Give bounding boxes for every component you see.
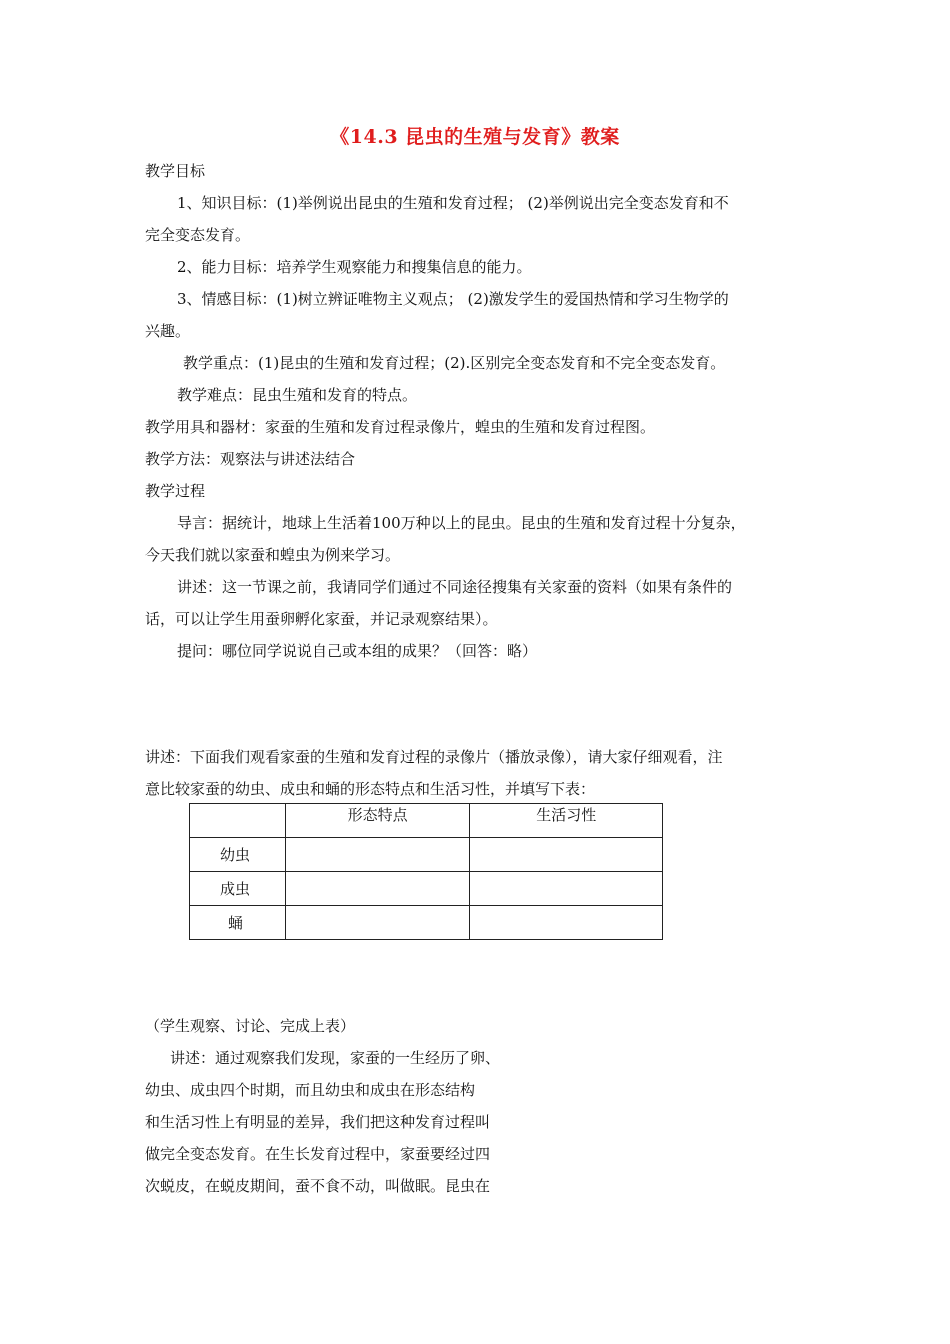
table-cell <box>470 906 663 940</box>
intro-paragraph-cont: 今天我们就以家蚕和蝗虫为例来学习。 <box>145 546 401 564</box>
table-cell <box>285 872 470 906</box>
teaching-method: 教学方法：观察法与讲述法结合 <box>145 450 356 468</box>
table-row-label: 幼虫 <box>190 838 286 872</box>
table-row-label: 蛹 <box>190 906 286 940</box>
table-cell <box>470 838 663 872</box>
table-row-label: 成虫 <box>190 872 286 906</box>
table-row <box>190 838 663 872</box>
table-header-row <box>190 804 663 838</box>
narration-3-line-5: 次蜕皮，在蜕皮期间，蚕不食不动，叫做眠。昆虫在 <box>145 1177 491 1195</box>
table-cell <box>470 872 663 906</box>
table-cell <box>285 838 470 872</box>
observe-note: （学生观察、讨论、完成上表） <box>145 1017 356 1035</box>
table-header-cell <box>190 804 286 838</box>
narration-2: 讲述：下面我们观看家蚕的生殖和发育过程的录像片（播放录像），请大家仔细观看，注 <box>145 748 723 766</box>
narration-1: 讲述：这一节课之前，我请同学们通过不同途径搜集有关家蚕的资料（如果有条件的 <box>177 578 733 596</box>
table-row <box>190 872 663 906</box>
narration-3-line-2: 幼虫、成虫四个时期，而且幼虫和成虫在形态结构 <box>145 1081 476 1099</box>
teaching-tools: 教学用具和器材：家蚕的生殖和发育过程录像片，蝗虫的生殖和发育过程图。 <box>145 418 656 436</box>
table-row <box>190 906 663 940</box>
document-title: 《14.3 昆虫的生殖与发育》教案 <box>330 126 620 148</box>
goal-ability: 2、能力目标：培养学生观察能力和搜集信息的能力。 <box>177 258 532 276</box>
goal-emotion: 3、情感目标：(1)树立辨证唯物主义观点； (2)激发学生的爱国热情和学习生物学的 <box>177 290 729 308</box>
narration-3: 讲述：通过观察我们发现，家蚕的一生经历了卵、 <box>170 1049 501 1067</box>
goals-heading: 教学目标 <box>145 162 206 180</box>
narration-1-cont: 话，可以让学生用蚕卵孵化家蚕，并记录观察结果）。 <box>145 610 498 628</box>
goal-knowledge: 1、知识目标：(1)举例说出昆虫的生殖和发育过程； (2)举例说出完全变态发育和不 <box>177 194 729 212</box>
observation-table <box>189 803 663 940</box>
table-cell <box>285 906 470 940</box>
narration-3-line-3: 和生活习性上有明显的差异，我们把这种发育过程叫 <box>145 1113 491 1131</box>
difficulty: 教学难点：昆虫生殖和发育的特点。 <box>177 386 418 404</box>
goal-knowledge-cont: 完全变态发育。 <box>145 226 251 244</box>
table-header-cell: 形态特点 <box>285 804 470 838</box>
question: 提问：哪位同学说说自己或本组的成果？（回答：略） <box>177 642 538 660</box>
key-points: 教学重点：(1)昆虫的生殖和发育过程；(2).区别完全变态发育和不完全变态发育。 <box>183 354 726 372</box>
intro-paragraph: 导言：据统计，地球上生活着100万种以上的昆虫。昆虫的生殖和发育过程十分复杂， <box>177 514 746 532</box>
goal-emotion-cont: 兴趣。 <box>145 322 191 340</box>
narration-2-cont: 意比较家蚕的幼虫、成虫和蛹的形态特点和生活习性，并填写下表： <box>145 780 596 798</box>
narration-3-line-4: 做完全变态发育。在生长发育过程中，家蚕要经过四 <box>145 1145 491 1163</box>
table-header-cell: 生活习性 <box>470 804 663 838</box>
process-heading: 教学过程 <box>145 482 206 500</box>
